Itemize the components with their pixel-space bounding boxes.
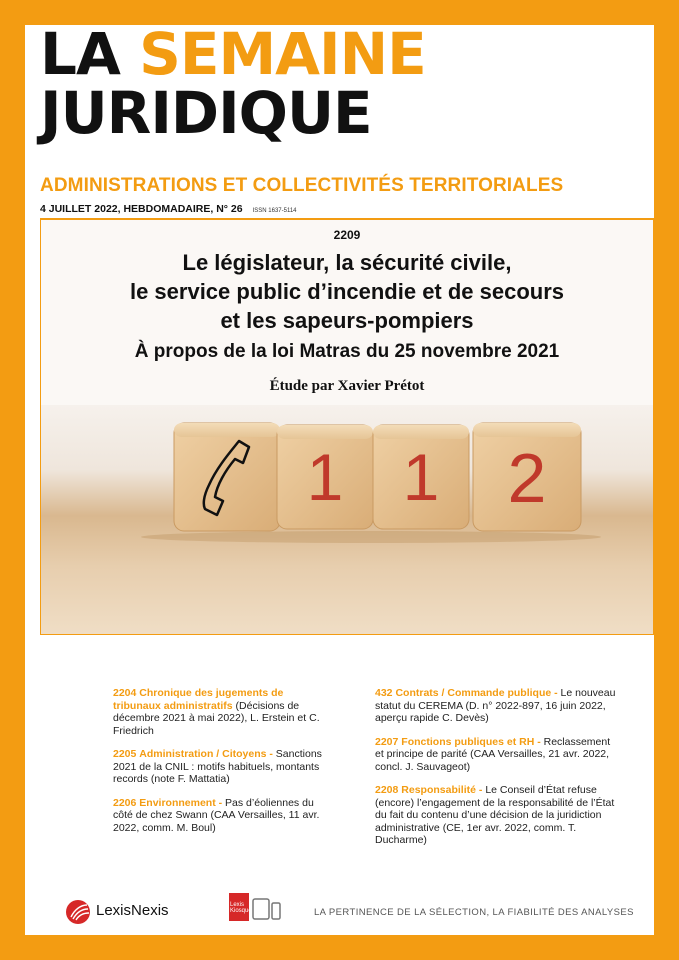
edition-subtitle: ADMINISTRATIONS ET COLLECTIVITÉS TERRITORIALES: [40, 175, 564, 196]
cube-digit-text: 1: [306, 440, 344, 514]
feature-title: [41, 248, 653, 335]
toc-entry[interactable]: [375, 736, 620, 774]
toc-right-column: [375, 687, 620, 858]
toc-entry-text: Le nouveau statut du CEREMA (D. n° 2022-897, 16 juin 2022, aperçu rapide C. Devès): [375, 687, 616, 724]
feature-article[interactable]: [40, 219, 654, 635]
wooden-cubes-illustration: [41, 405, 653, 635]
masthead-la: LA: [40, 20, 120, 88]
toc-entry-number: 432: [375, 687, 393, 699]
toc-entry-text: Pas d’éoliennes du côté de chez Swann (CAA Versailles, 11 avr. 2022, comm. M. Boul): [113, 796, 320, 834]
masthead-juridique: JURIDIQUE: [40, 79, 372, 147]
toc-entry-text: Le Conseil d’État refuse (encore) l’engagement de la responsabilité de l’État du fait du contenu d’une décision de la juridiction administrative (CE, 1er avr. 2022, comm. T. Ducharme): [375, 784, 615, 846]
masthead-line1: [40, 20, 426, 88]
toc-entry-rubric: Chronique des jugements de tribunaux administratifs: [113, 687, 284, 712]
toc-entry[interactable]: [375, 784, 620, 847]
issue-date: 4 JUILLET 2022, HEBDOMADAIRE, N° 26: [40, 203, 243, 215]
publisher-name: LexisNexis: [96, 902, 169, 919]
feature-subtitle: À propos de la loi Matras du 25 novembre 2021: [134, 341, 560, 362]
toc-entry-rubric: Contrats / Commande publique -: [395, 687, 558, 699]
toc-entry-rubric: Administration / Citoyens -: [139, 748, 273, 760]
issue-info: [40, 203, 297, 215]
toc-entry[interactable]: [113, 797, 333, 835]
toc-entry-text: (Décisions de décembre 2021 à mai 2022), L. Erstein et C. Friedrich: [113, 699, 320, 737]
masthead-semaine: SEMAINE: [139, 20, 426, 88]
toc-entry-rubric: Responsabilité -: [401, 784, 483, 796]
cube-digit-3: [473, 423, 581, 531]
issn: ISSN 1637-5114: [252, 208, 297, 214]
feature-author: Étude par Xavier Prétot: [269, 378, 425, 394]
cover-photo: [41, 405, 653, 635]
toc-entry-number: 2205: [113, 748, 137, 760]
feature-title-line: Le législateur, la sécurité civile,: [182, 250, 512, 275]
toc-entry-number: 2204: [113, 687, 137, 699]
feature-number: 2209: [333, 228, 361, 242]
toc-entry-number: 2207: [375, 735, 399, 748]
feature-title-line: le service public d’incendie et de secours: [129, 279, 565, 304]
toc-entry-rubric: Fonctions publiques et RH -: [401, 735, 541, 748]
devices-icon: [252, 897, 282, 921]
toc-entry[interactable]: [113, 748, 333, 786]
toc-entry-text: Reclassement et principe de parité (CAA Versailles, 21 avr. 2022, concl. J. Sauvageot): [375, 735, 611, 773]
cube-digit-text: 1: [402, 440, 440, 514]
toc-left-column: [113, 687, 333, 845]
footer-tagline: LA PERTINENCE DE LA SÉLECTION, LA FIABILITÉ DES ANALYSES: [314, 907, 634, 918]
feature-title-line: et les sapeurs-pompiers: [220, 308, 474, 333]
lexis-kiosque-badge[interactable]: [229, 893, 252, 921]
toc-entry-rubric: Environnement -: [139, 796, 223, 809]
cube-digit-2: [373, 425, 469, 529]
cube-phone: [174, 423, 280, 531]
cube-digit-1: [277, 425, 373, 529]
toc-entry-number: 2208: [375, 784, 399, 796]
toc-entry-number: 2206: [113, 796, 137, 809]
kiosque-label: Lexis Kiosque: [230, 902, 252, 914]
cube-digit-text: 2: [507, 439, 547, 517]
toc-entry[interactable]: [375, 687, 620, 725]
lexisnexis-logo-icon: [65, 899, 93, 925]
toc-entry[interactable]: [113, 687, 333, 737]
toc-entry-text: Sanctions 2021 de la CNIL : motifs habituels, montants records (note F. Mattatia): [113, 748, 322, 785]
